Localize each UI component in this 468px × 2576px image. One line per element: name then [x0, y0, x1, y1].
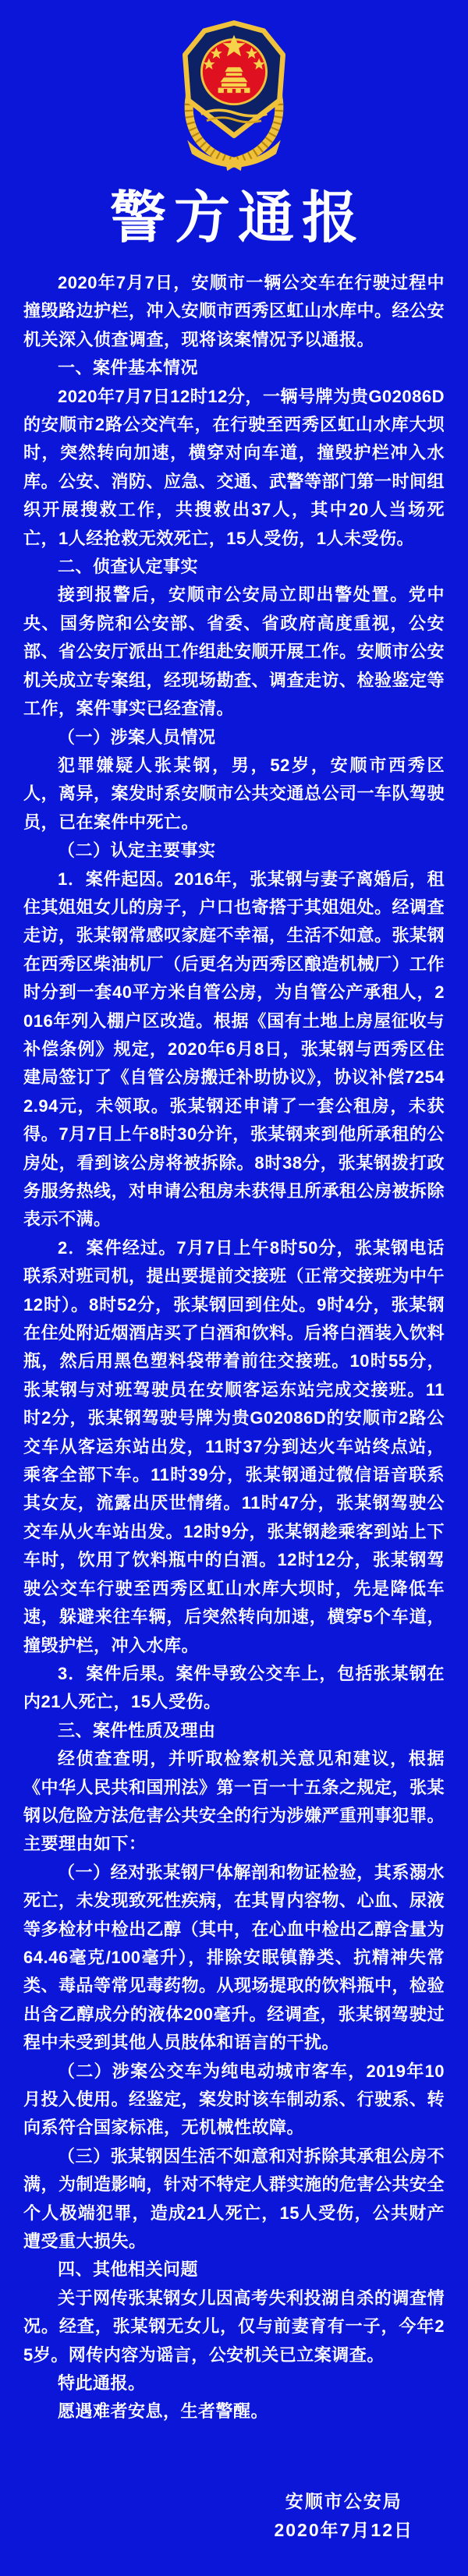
section-heading-3: 三、案件性质及理由	[58, 1720, 216, 1740]
paragraph-response: 接到报警后，安顺市公安局立即出警处置。党中央、国务院和公安部、省委、省政府高度重视，公安部、省公安厅派出工作组赴安顺开展工作。安顺市公安机关成立专案组，经现场勘查、调查走访、检验鉴定等工作，案件事实已经查清。	[23, 585, 445, 719]
paragraph-reason-3: （三）张某钢因生活不如意和对拆除其承租公房不满，为制造影响，针对不特定人群实施的危害公共安全个人极端犯罪，造成21人死亡，15人受伤，公共财产遭受重大损失。	[23, 2146, 445, 2252]
police-badge-icon	[177, 19, 291, 173]
section-heading-4: 四、其他相关问题	[58, 2259, 199, 2280]
notice-body	[23, 269, 445, 2426]
section-heading-2: 二、侦查认定事实	[58, 557, 199, 577]
paragraph-closing: 特此通报。	[58, 2373, 146, 2394]
paragraph-suspect: 犯罪嫌疑人张某钢，男，52岁，安顺市西秀区人，离异，案发时系安顺市公共交通总公司一车队驾驶员，已在案件中死亡。	[23, 755, 445, 832]
issuing-agency: 安顺市公安局	[285, 2490, 402, 2511]
paragraph-legal-basis: 经侦查查明，并听取检察机关意见和建议，根据《中华人民共和国刑法》第一百一十五条之规定，张某钢以危险方法危害公共安全的行为涉嫌严重刑事犯罪。主要理由如下：	[23, 1749, 445, 1854]
paragraph-rumor: 关于网传张某钢女儿因高考失利投湖自杀的调查情况。经查，张某钢无女儿，仅与前妻育有一子，今年25岁。网传内容为谣言，公安机关已立案调查。	[23, 2288, 445, 2365]
badge-container	[23, 0, 445, 177]
paragraph-condolence: 愿遇难者安息，生者警醒。	[58, 2401, 269, 2422]
sub-heading-facts: （二）认定主要事实	[58, 840, 216, 861]
intro-paragraph: 2020年7月7日，安顺市一辆公交车在行驶过程中撞毁路边护栏，冲入安顺市西秀区虹山水库中。经公安机关深入侦查调查，现将该案情况予以通报。	[23, 273, 445, 349]
section-heading-1: 一、案件基本情况	[58, 358, 199, 378]
notice-title: 警方通报	[109, 187, 366, 249]
signature-block	[23, 2487, 445, 2545]
paragraph-course: 2．案件经过。7月7日上午8时50分，张某钢电话联系对班司机，提出要提前交接班（正常交接班为中午12时）。8时52分，张某钢回到住处。9时4分，张某钢在住处附近烟酒店买了白酒和饮料。后将白酒装入饮料瓶，然后用黑色塑料袋带着前往交接班。10时55分，张某钢与对班驾驶员在安顺客运东站完成交接班。11时2分，张某钢驾驶号牌为贵G02086D的安顺市2路公交车从客运东站出发，11时37分到达火车站终点站，乘客全部下车。11时39分，张某钢通过微信语音联系其女友，流露出厌世情绪。11时47分，张某钢驾驶公交车从火车站出发。12时9分，张某钢趁乘客到站上下车时，饮用了饮料瓶中的白酒。12时12分，张某钢驾驶公交车行驶至西秀区虹山水库大坝时，先是降低车速，躲避来往车辆，后突然转向加速，横穿5个车道，撞毁护栏，冲入水库。	[23, 1237, 445, 1655]
issue-date: 2020年7月12日	[274, 2519, 413, 2540]
paragraph-reason-2: （二）涉案公交车为纯电动城市客车，2019年10月投入使用。经鉴定，案发时该车制动系、行驶系、转向系符合国家标准，无机械性故障。	[23, 2061, 445, 2138]
paragraph-case-basic: 2020年7月7日12时12分，一辆号牌为贵G02086D的安顺市2路公交汽车，在行驶至西秀区虹山水库大坝时，突然转向加速，横穿对向车道，撞毁护栏冲入水库。公安、消防、应急、交通、武警等部门第一时间组织开展搜救工作，共搜救出37人，其中20人当场死亡，1人经抢救无效死亡，15人受伤，1人未受伤。	[23, 386, 445, 548]
sub-heading-persons: （一）涉案人员情况	[58, 727, 216, 747]
paragraph-consequence: 3．案件后果。案件导致公交车上，包括张某钢在内21人死亡，15人受伤。	[23, 1663, 445, 1712]
paragraph-cause: 1．案件起因。2016年，张某钢与妻子离婚后，租住其姐姐女儿的房子，户口也寄搭于其姐姐处。经调查走访，张某钢常感叹家庭不幸福，生活不如意。张某钢在西秀区柴油机厂（后更名为西秀区酿造机械厂）工作时分到一套40平方米自管公房，为自管公产承租人，2016年列入棚户区改造。根据《国有土地上房屋征收与补偿条例》规定，2020年6月8日，张某钢与西秀区住建局签订了《自管公房搬迁补助协议》，协议补偿72542.94元，未领取。张某钢还申请了一套公租房，未获得。7月7日上午8时30分许，张某钢来到他所承租的公房处，看到该公房将被拆除。8时38分，张某钢拨打政务服务热线，对申请公租房未获得且所承租公房被拆除表示不满。	[23, 869, 445, 1230]
paragraph-reason-1: （一）经对张某钢尸体解剖和物证检验，其系溺水死亡，未发现致死性疾病，在其胃内容物、心血、尿液等多检材中检出乙醇（其中，在心血中检出乙醇含量为64.46毫克/100毫升），排除安眠镇静类、抗精神失常类、毒品等常见毒药物。从现场提取的饮料瓶中，检验出含乙醇成分的液体200毫升。经调查，张某钢驾驶过程中未受到其他人员肢体和语言的干扰。	[23, 1862, 445, 2053]
